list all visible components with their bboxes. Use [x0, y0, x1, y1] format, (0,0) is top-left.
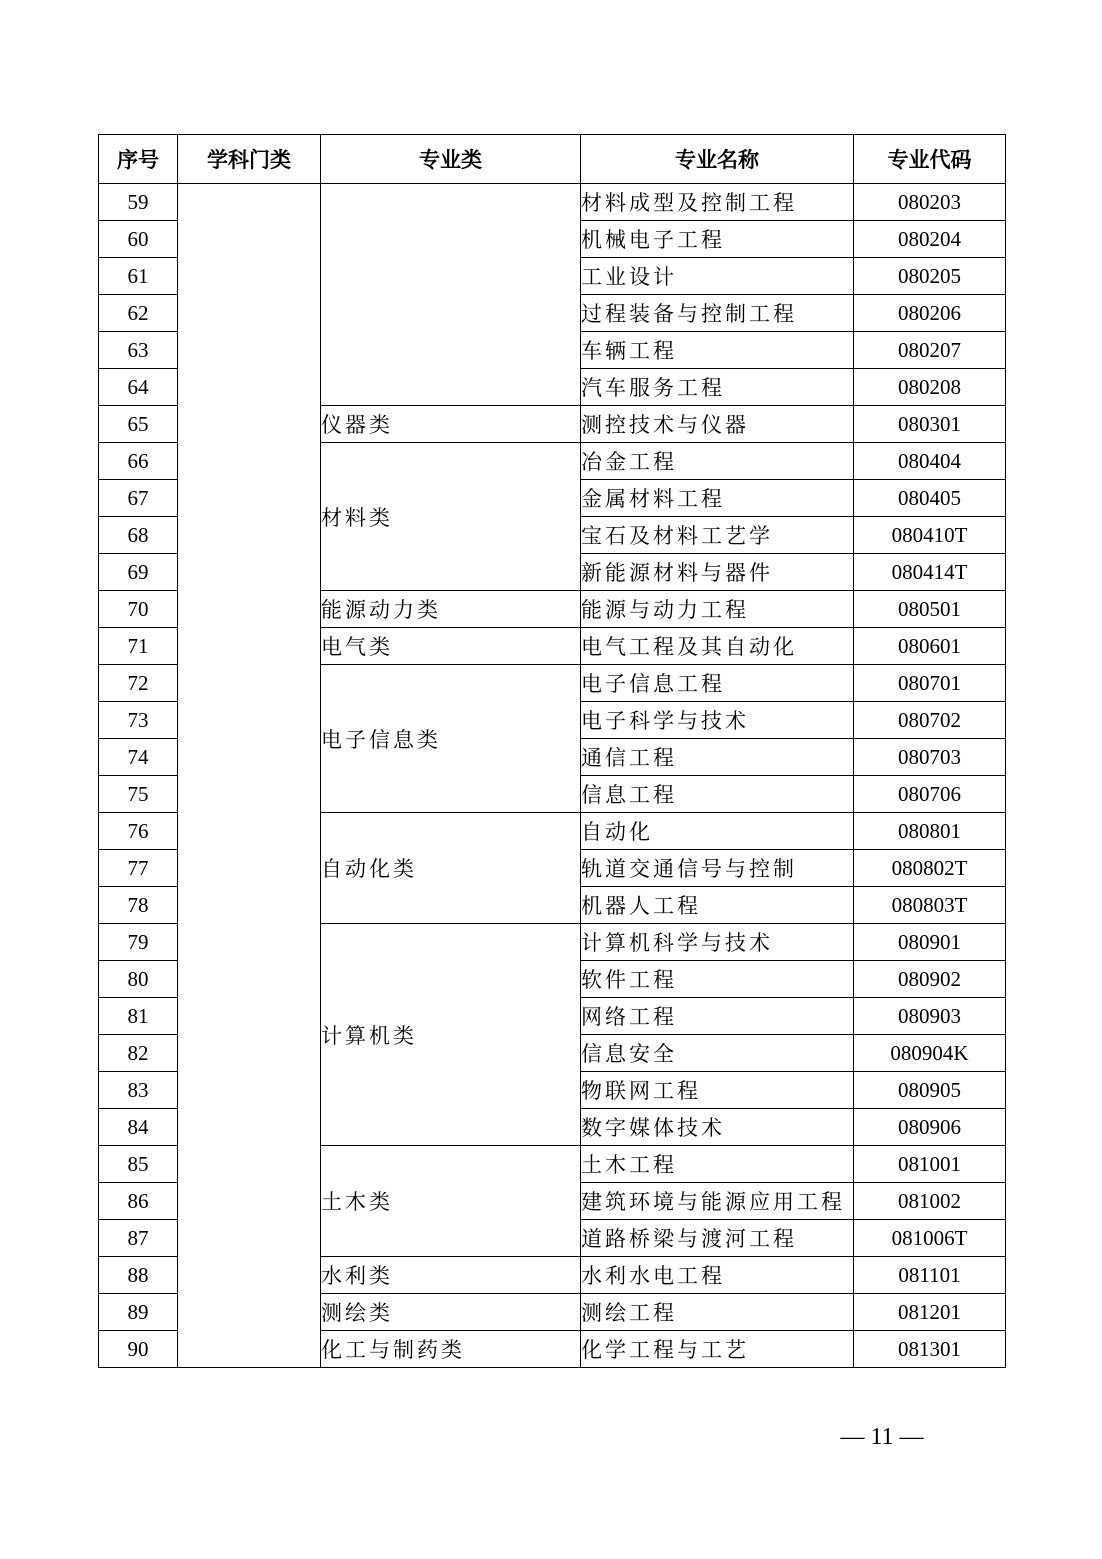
cell-major-name: 道路桥梁与渡河工程 [581, 1220, 854, 1257]
cell-seq: 78 [99, 887, 178, 924]
cell-seq: 67 [99, 480, 178, 517]
cell-major-name: 自动化 [581, 813, 854, 850]
cell-seq: 82 [99, 1035, 178, 1072]
cell-major-code: 080902 [854, 961, 1006, 998]
cell-class: 化工与制药类 [321, 1331, 581, 1368]
cell-major-code: 081006T [854, 1220, 1006, 1257]
cell-seq: 84 [99, 1109, 178, 1146]
cell-major-name: 土木工程 [581, 1146, 854, 1183]
cell-seq: 88 [99, 1257, 178, 1294]
cell-major-name: 轨道交通信号与控制 [581, 850, 854, 887]
cell-class: 电子信息类 [321, 665, 581, 813]
cell-major-name: 材料成型及控制工程 [581, 184, 854, 221]
cell-major-code: 080906 [854, 1109, 1006, 1146]
cell-major-code: 080206 [854, 295, 1006, 332]
cell-major-code: 080904K [854, 1035, 1006, 1072]
cell-major-name: 水利水电工程 [581, 1257, 854, 1294]
cell-class [321, 184, 581, 406]
cell-discipline [178, 184, 321, 1368]
cell-major-code: 081001 [854, 1146, 1006, 1183]
cell-major-name: 车辆工程 [581, 332, 854, 369]
cell-seq: 68 [99, 517, 178, 554]
page-number: — 11 — [840, 1424, 924, 1450]
cell-major-name: 金属材料工程 [581, 480, 854, 517]
cell-seq: 77 [99, 850, 178, 887]
cell-major-code: 080414T [854, 554, 1006, 591]
cell-seq: 90 [99, 1331, 178, 1368]
cell-major-code: 080703 [854, 739, 1006, 776]
cell-class: 能源动力类 [321, 591, 581, 628]
cell-seq: 69 [99, 554, 178, 591]
cell-major-name: 化学工程与工艺 [581, 1331, 854, 1368]
cell-major-code: 080803T [854, 887, 1006, 924]
cell-class: 仪器类 [321, 406, 581, 443]
cell-major-code: 080404 [854, 443, 1006, 480]
cell-seq: 75 [99, 776, 178, 813]
cell-seq: 72 [99, 665, 178, 702]
cell-major-name: 能源与动力工程 [581, 591, 854, 628]
cell-class: 电气类 [321, 628, 581, 665]
cell-seq: 80 [99, 961, 178, 998]
header-seq: 序号 [99, 135, 178, 184]
cell-major-code: 080207 [854, 332, 1006, 369]
table-body [99, 184, 1006, 1368]
cell-seq: 81 [99, 998, 178, 1035]
cell-class: 自动化类 [321, 813, 581, 924]
cell-major-name: 信息工程 [581, 776, 854, 813]
cell-major-name: 汽车服务工程 [581, 369, 854, 406]
header-discipline: 学科门类 [178, 135, 321, 184]
cell-seq: 73 [99, 702, 178, 739]
cell-seq: 89 [99, 1294, 178, 1331]
cell-major-name: 数字媒体技术 [581, 1109, 854, 1146]
cell-class: 计算机类 [321, 924, 581, 1146]
cell-class: 测绘类 [321, 1294, 581, 1331]
header-class: 专业类 [321, 135, 581, 184]
cell-major-code: 080208 [854, 369, 1006, 406]
cell-major-name: 测绘工程 [581, 1294, 854, 1331]
cell-seq: 60 [99, 221, 178, 258]
cell-seq: 64 [99, 369, 178, 406]
cell-major-name: 冶金工程 [581, 443, 854, 480]
cell-major-code: 080601 [854, 628, 1006, 665]
cell-seq: 63 [99, 332, 178, 369]
cell-major-name: 信息安全 [581, 1035, 854, 1072]
cell-major-name: 通信工程 [581, 739, 854, 776]
cell-class: 水利类 [321, 1257, 581, 1294]
cell-major-code: 080706 [854, 776, 1006, 813]
cell-seq: 87 [99, 1220, 178, 1257]
cell-major-name: 网络工程 [581, 998, 854, 1035]
cell-major-name: 电气工程及其自动化 [581, 628, 854, 665]
cell-major-name: 机器人工程 [581, 887, 854, 924]
cell-major-code: 081301 [854, 1331, 1006, 1368]
cell-major-code: 080901 [854, 924, 1006, 961]
majors-table [98, 134, 1006, 1368]
cell-seq: 79 [99, 924, 178, 961]
cell-major-name: 电子信息工程 [581, 665, 854, 702]
cell-major-name: 计算机科学与技术 [581, 924, 854, 961]
cell-major-code: 080301 [854, 406, 1006, 443]
cell-major-name: 宝石及材料工艺学 [581, 517, 854, 554]
header-row [99, 135, 1006, 184]
cell-major-code: 080205 [854, 258, 1006, 295]
cell-major-code: 081101 [854, 1257, 1006, 1294]
cell-seq: 83 [99, 1072, 178, 1109]
cell-seq: 62 [99, 295, 178, 332]
cell-seq: 71 [99, 628, 178, 665]
cell-major-name: 新能源材料与器件 [581, 554, 854, 591]
cell-major-name: 电子科学与技术 [581, 702, 854, 739]
cell-seq: 61 [99, 258, 178, 295]
cell-class: 土木类 [321, 1146, 581, 1257]
cell-seq: 86 [99, 1183, 178, 1220]
cell-major-code: 081201 [854, 1294, 1006, 1331]
cell-major-name: 软件工程 [581, 961, 854, 998]
cell-seq: 65 [99, 406, 178, 443]
cell-seq: 76 [99, 813, 178, 850]
cell-major-code: 080405 [854, 480, 1006, 517]
cell-major-code: 080905 [854, 1072, 1006, 1109]
cell-major-name: 测控技术与仪器 [581, 406, 854, 443]
cell-major-code: 080203 [854, 184, 1006, 221]
table-row [99, 184, 1006, 221]
cell-class: 材料类 [321, 443, 581, 591]
cell-seq: 66 [99, 443, 178, 480]
cell-seq: 85 [99, 1146, 178, 1183]
cell-major-code: 080501 [854, 591, 1006, 628]
cell-seq: 70 [99, 591, 178, 628]
cell-major-name: 机械电子工程 [581, 221, 854, 258]
cell-major-name: 物联网工程 [581, 1072, 854, 1109]
cell-major-name: 建筑环境与能源应用工程 [581, 1183, 854, 1220]
cell-major-code: 080701 [854, 665, 1006, 702]
cell-major-code: 081002 [854, 1183, 1006, 1220]
cell-major-code: 080802T [854, 850, 1006, 887]
cell-seq: 59 [99, 184, 178, 221]
cell-major-name: 工业设计 [581, 258, 854, 295]
cell-seq: 74 [99, 739, 178, 776]
cell-major-code: 080801 [854, 813, 1006, 850]
cell-major-code: 080410T [854, 517, 1006, 554]
header-code: 专业代码 [854, 135, 1006, 184]
cell-major-code: 080903 [854, 998, 1006, 1035]
cell-major-name: 过程装备与控制工程 [581, 295, 854, 332]
cell-major-code: 080204 [854, 221, 1006, 258]
cell-major-code: 080702 [854, 702, 1006, 739]
header-name: 专业名称 [581, 135, 854, 184]
